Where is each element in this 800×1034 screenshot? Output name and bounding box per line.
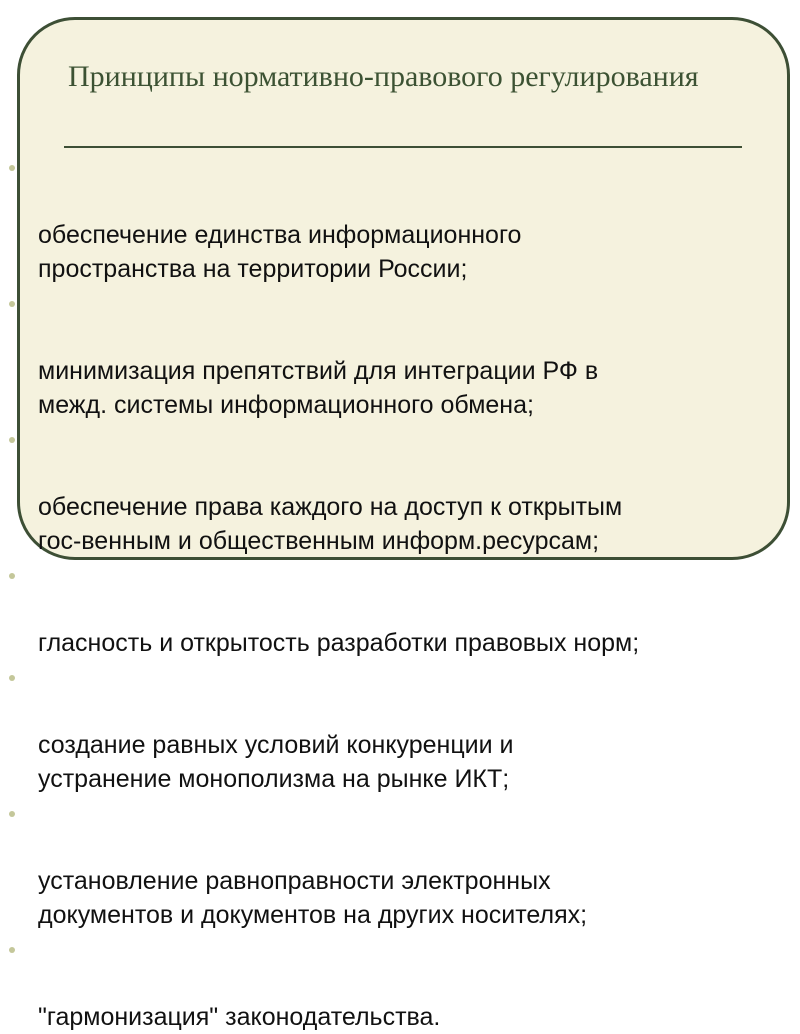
bullet-text: обеспечение права каждого на доступ к открытым гос-венным и общественным информ.ресурсам; [38,493,623,555]
round-bullet-icon [9,573,15,579]
round-bullet-icon [9,947,15,953]
bullet-text: "гармонизация" законодательства. [38,1003,441,1031]
round-bullet-icon [9,811,15,817]
bullet-item [0,150,800,286]
bullet-item [0,932,800,1034]
round-bullet-icon [9,165,15,171]
round-bullet-icon [9,675,15,681]
bullet-text: установление равноправности электронных документов и документов на других носителях; [38,867,588,929]
bullet-text: гласность и открытость разработки правовых норм; [38,629,640,657]
bullet-item [0,286,800,422]
bullet-item [0,796,800,932]
bullet-item [0,422,800,558]
bullet-item [0,558,800,660]
bullet-text: обеспечение единства информационного пространства на территории России; [38,221,522,283]
slide-title: Принципы нормативно-правового регулирования [68,60,699,93]
title-underline [64,146,742,148]
bullet-list [0,150,800,1034]
round-bullet-icon [9,437,15,443]
bullet-text: создание равных условий конкуренции и устранение монополизма на рынке ИКТ; [38,731,514,793]
bullet-item [0,660,800,796]
bullet-text: минимизация препятствий для интеграции РФ в межд. системы информационного обмена; [38,357,599,419]
round-bullet-icon [9,301,15,307]
